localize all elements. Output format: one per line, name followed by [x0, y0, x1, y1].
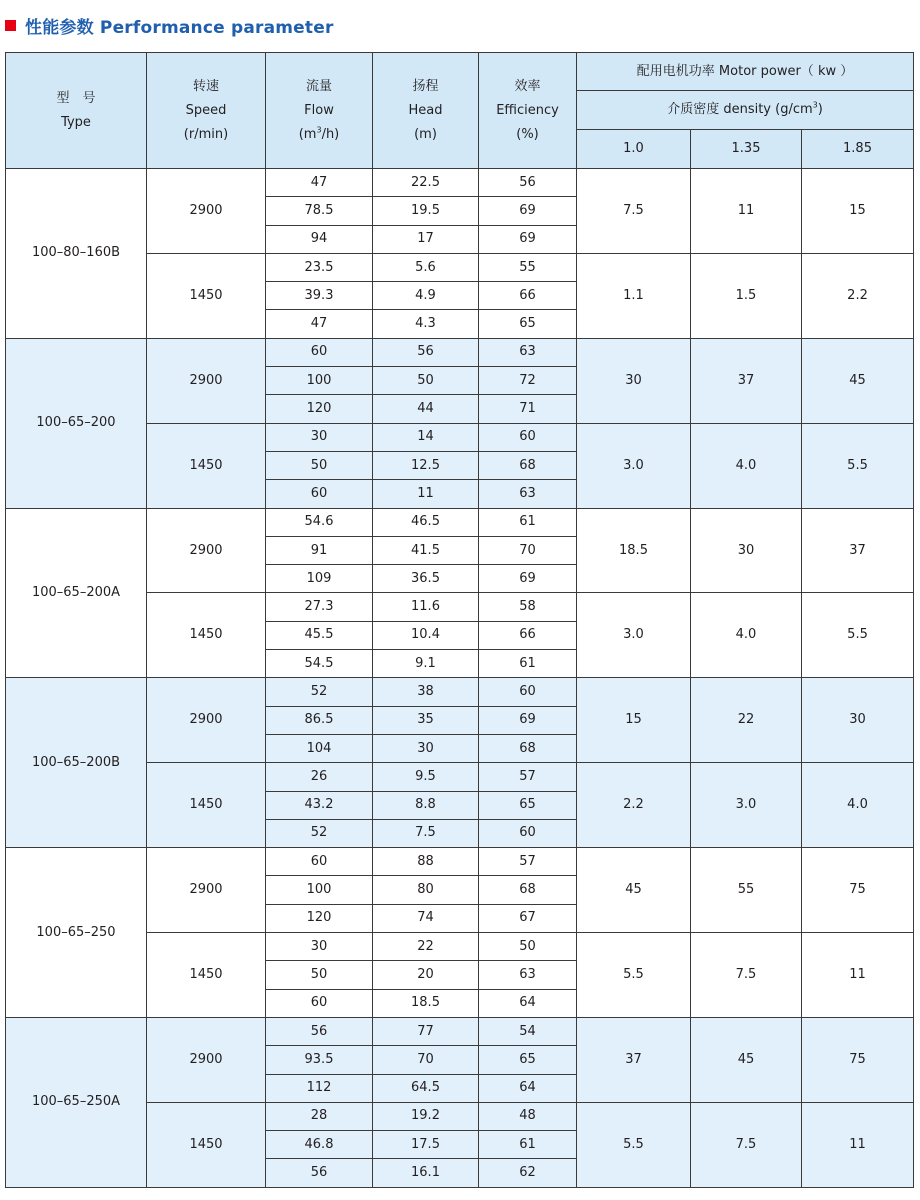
- flow-cell: 52: [266, 678, 373, 706]
- speed-cell: 1450: [147, 933, 266, 1018]
- power-cell-density-3: 11: [802, 1102, 914, 1187]
- power-cell-density-1: 30: [577, 338, 691, 423]
- head-cell: 35: [373, 706, 479, 734]
- flow-cell: 60: [266, 848, 373, 876]
- header-density-3: 1.85: [802, 130, 914, 169]
- speed-cell: 1450: [147, 1102, 266, 1187]
- power-cell-density-2: 7.5: [691, 1102, 802, 1187]
- speed-cell: 2900: [147, 848, 266, 933]
- efficiency-cell: 60: [479, 678, 577, 706]
- head-cell: 64.5: [373, 1074, 479, 1102]
- head-cell: 9.1: [373, 650, 479, 678]
- power-cell-density-3: 75: [802, 848, 914, 933]
- head-cell: 22.5: [373, 169, 479, 197]
- model-block: [6, 678, 914, 848]
- flow-cell: 52: [266, 819, 373, 847]
- efficiency-cell: 50: [479, 933, 577, 961]
- power-cell-density-2: 3.0: [691, 763, 802, 848]
- power-cell-density-3: 2.2: [802, 253, 914, 338]
- speed-cell: 1450: [147, 593, 266, 678]
- efficiency-cell: 63: [479, 961, 577, 989]
- speed-cell: 2900: [147, 169, 266, 254]
- power-cell-density-3: 30: [802, 678, 914, 763]
- power-cell-density-2: 22: [691, 678, 802, 763]
- efficiency-cell: 66: [479, 282, 577, 310]
- flow-cell: 23.5: [266, 253, 373, 281]
- flow-cell: 120: [266, 395, 373, 423]
- flow-cell: 50: [266, 961, 373, 989]
- power-cell-density-3: 11: [802, 933, 914, 1018]
- head-cell: 19.5: [373, 197, 479, 225]
- power-cell-density-1: 7.5: [577, 169, 691, 254]
- flow-cell: 54.5: [266, 650, 373, 678]
- power-cell-density-3: 4.0: [802, 763, 914, 848]
- efficiency-cell: 60: [479, 423, 577, 451]
- efficiency-cell: 62: [479, 1159, 577, 1187]
- flow-cell: 91: [266, 536, 373, 564]
- efficiency-cell: 70: [479, 536, 577, 564]
- speed-cell: 1450: [147, 423, 266, 508]
- efficiency-cell: 57: [479, 763, 577, 791]
- header-density-1: 1.0: [577, 130, 691, 169]
- model-type-cell: 100–65–200A: [6, 508, 147, 678]
- flow-cell: 60: [266, 480, 373, 508]
- head-cell: 4.9: [373, 282, 479, 310]
- flow-cell: 112: [266, 1074, 373, 1102]
- efficiency-cell: 72: [479, 367, 577, 395]
- power-cell-density-2: 30: [691, 508, 802, 593]
- flow-cell: 28: [266, 1102, 373, 1130]
- flow-cell: 54.6: [266, 508, 373, 536]
- power-cell-density-1: 5.5: [577, 1102, 691, 1187]
- efficiency-cell: 65: [479, 1046, 577, 1074]
- table-row: [6, 169, 914, 197]
- efficiency-cell: 69: [479, 565, 577, 593]
- flow-cell: 30: [266, 933, 373, 961]
- efficiency-cell: 69: [479, 706, 577, 734]
- head-cell: 46.5: [373, 508, 479, 536]
- flow-cell: 56: [266, 1017, 373, 1045]
- power-cell-density-2: 55: [691, 848, 802, 933]
- flow-cell: 86.5: [266, 706, 373, 734]
- head-cell: 80: [373, 876, 479, 904]
- header-motor-power: 配用电机功率 Motor power（ kw ）: [577, 53, 914, 91]
- power-cell-density-2: 1.5: [691, 253, 802, 338]
- header-speed: 转速 Speed (r/min): [147, 53, 266, 169]
- table-row: [6, 1017, 914, 1045]
- flow-cell: 27.3: [266, 593, 373, 621]
- header-density-2: 1.35: [691, 130, 802, 169]
- head-cell: 4.3: [373, 310, 479, 338]
- efficiency-cell: 64: [479, 1074, 577, 1102]
- power-cell-density-1: 3.0: [577, 423, 691, 508]
- flow-cell: 104: [266, 734, 373, 762]
- head-cell: 88: [373, 848, 479, 876]
- efficiency-cell: 69: [479, 197, 577, 225]
- model-type-cell: 100–65–200B: [6, 678, 147, 848]
- head-cell: 17: [373, 225, 479, 253]
- efficiency-cell: 63: [479, 338, 577, 366]
- power-cell-density-2: 37: [691, 338, 802, 423]
- power-cell-density-1: 1.1: [577, 253, 691, 338]
- efficiency-cell: 71: [479, 395, 577, 423]
- head-cell: 50: [373, 367, 479, 395]
- flow-cell: 46.8: [266, 1131, 373, 1159]
- head-cell: 44: [373, 395, 479, 423]
- power-cell-density-3: 45: [802, 338, 914, 423]
- efficiency-cell: 57: [479, 848, 577, 876]
- flow-cell: 47: [266, 169, 373, 197]
- efficiency-cell: 67: [479, 904, 577, 932]
- efficiency-cell: 65: [479, 310, 577, 338]
- head-cell: 19.2: [373, 1102, 479, 1130]
- head-cell: 14: [373, 423, 479, 451]
- model-block: [6, 848, 914, 1018]
- power-cell-density-2: 45: [691, 1017, 802, 1102]
- performance-table: [5, 52, 914, 1188]
- speed-cell: 1450: [147, 763, 266, 848]
- power-cell-density-3: 37: [802, 508, 914, 593]
- efficiency-cell: 63: [479, 480, 577, 508]
- head-cell: 11.6: [373, 593, 479, 621]
- flow-cell: 60: [266, 338, 373, 366]
- head-cell: 10.4: [373, 621, 479, 649]
- efficiency-cell: 66: [479, 621, 577, 649]
- power-cell-density-3: 5.5: [802, 423, 914, 508]
- power-cell-density-1: 3.0: [577, 593, 691, 678]
- flow-cell: 93.5: [266, 1046, 373, 1074]
- head-cell: 12.5: [373, 451, 479, 479]
- model-block: [6, 169, 914, 339]
- flow-cell: 50: [266, 451, 373, 479]
- head-cell: 18.5: [373, 989, 479, 1017]
- flow-cell: 56: [266, 1159, 373, 1187]
- efficiency-cell: 56: [479, 169, 577, 197]
- model-type-cell: 100–65–250: [6, 848, 147, 1018]
- efficiency-cell: 54: [479, 1017, 577, 1045]
- flow-cell: 47: [266, 310, 373, 338]
- flow-cell: 45.5: [266, 621, 373, 649]
- head-cell: 77: [373, 1017, 479, 1045]
- head-cell: 38: [373, 678, 479, 706]
- head-cell: 16.1: [373, 1159, 479, 1187]
- model-block: [6, 1017, 914, 1187]
- flow-cell: 43.2: [266, 791, 373, 819]
- title-text: 性能参数 Performance parameter: [25, 17, 334, 38]
- flow-cell: 78.5: [266, 197, 373, 225]
- head-cell: 17.5: [373, 1131, 479, 1159]
- head-cell: 36.5: [373, 565, 479, 593]
- head-cell: 70: [373, 1046, 479, 1074]
- model-block: [6, 338, 914, 508]
- power-cell-density-2: 11: [691, 169, 802, 254]
- header-density: 介质密度 density $(g/cm^3)$: [577, 91, 914, 130]
- model-type-cell: 100–65–250A: [6, 1017, 147, 1187]
- flow-cell: 100: [266, 367, 373, 395]
- header-type: 型 号 Type: [6, 53, 147, 169]
- head-cell: 41.5: [373, 536, 479, 564]
- speed-cell: 2900: [147, 338, 266, 423]
- model-type-cell: 100–65–200: [6, 338, 147, 508]
- header-head: 扬程 Head (m): [373, 53, 479, 169]
- efficiency-cell: 61: [479, 508, 577, 536]
- efficiency-cell: 68: [479, 734, 577, 762]
- power-cell-density-1: 37: [577, 1017, 691, 1102]
- flow-cell: 60: [266, 989, 373, 1017]
- section-title: [5, 12, 334, 38]
- efficiency-cell: 61: [479, 1131, 577, 1159]
- efficiency-cell: 55: [479, 253, 577, 281]
- power-cell-density-2: 4.0: [691, 593, 802, 678]
- table-row: [6, 338, 914, 366]
- speed-cell: 2900: [147, 678, 266, 763]
- head-cell: 5.6: [373, 253, 479, 281]
- efficiency-cell: 48: [479, 1102, 577, 1130]
- flow-cell: 30: [266, 423, 373, 451]
- power-cell-density-2: 4.0: [691, 423, 802, 508]
- head-cell: 56: [373, 338, 479, 366]
- table-row: [6, 678, 914, 706]
- efficiency-cell: 58: [479, 593, 577, 621]
- flow-cell: 39.3: [266, 282, 373, 310]
- head-cell: 30: [373, 734, 479, 762]
- efficiency-cell: 68: [479, 876, 577, 904]
- power-cell-density-1: 18.5: [577, 508, 691, 593]
- efficiency-cell: 65: [479, 791, 577, 819]
- speed-cell: 1450: [147, 253, 266, 338]
- power-cell-density-1: 15: [577, 678, 691, 763]
- head-cell: 8.8: [373, 791, 479, 819]
- flow-cell: 100: [266, 876, 373, 904]
- table-row: [6, 848, 914, 876]
- power-cell-density-3: 15: [802, 169, 914, 254]
- flow-cell: 94: [266, 225, 373, 253]
- power-cell-density-2: 7.5: [691, 933, 802, 1018]
- efficiency-cell: 69: [479, 225, 577, 253]
- head-cell: 20: [373, 961, 479, 989]
- flow-cell: 109: [266, 565, 373, 593]
- red-square-icon: [5, 20, 16, 31]
- head-cell: 22: [373, 933, 479, 961]
- power-cell-density-1: 2.2: [577, 763, 691, 848]
- efficiency-cell: 64: [479, 989, 577, 1017]
- flow-cell: 26: [266, 763, 373, 791]
- flow-cell: 120: [266, 904, 373, 932]
- efficiency-cell: 60: [479, 819, 577, 847]
- power-cell-density-1: 45: [577, 848, 691, 933]
- head-cell: 7.5: [373, 819, 479, 847]
- head-cell: 9.5: [373, 763, 479, 791]
- speed-cell: 2900: [147, 1017, 266, 1102]
- model-type-cell: 100–80–160B: [6, 169, 147, 339]
- head-cell: 11: [373, 480, 479, 508]
- head-cell: 74: [373, 904, 479, 932]
- power-cell-density-3: 5.5: [802, 593, 914, 678]
- power-cell-density-1: 5.5: [577, 933, 691, 1018]
- header-efficiency: 效率 Efficiency (%): [479, 53, 577, 169]
- model-block: [6, 508, 914, 678]
- speed-cell: 2900: [147, 508, 266, 593]
- efficiency-cell: 61: [479, 650, 577, 678]
- efficiency-cell: 68: [479, 451, 577, 479]
- power-cell-density-3: 75: [802, 1017, 914, 1102]
- table-header: [6, 53, 914, 169]
- table-row: [6, 508, 914, 536]
- header-flow: 流量 Flow $(m^3/h)$: [266, 53, 373, 169]
